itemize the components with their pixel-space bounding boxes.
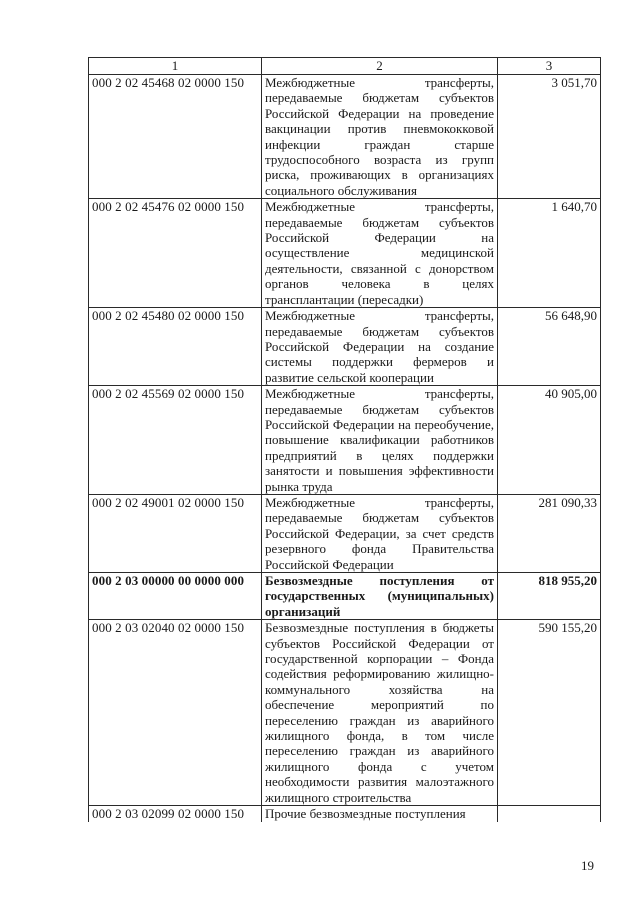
- table-row: [89, 308, 601, 386]
- budget-table: [88, 57, 601, 822]
- budget-description: Межбюджетные трансферты, передаваемые бюджетам субъектов Российской Федерации на осуществление медицинской деятельности, связанной с донорством органов человека в целях трансплантации (пересадки): [262, 199, 498, 308]
- table-row: [89, 199, 601, 308]
- budget-description: Прочие безвозмездные поступления: [262, 806, 498, 822]
- budget-amount: 590 155,20: [498, 620, 601, 806]
- budget-amount: 3 051,70: [498, 75, 601, 199]
- budget-code: 000 2 03 02099 02 0000 150: [89, 806, 262, 822]
- budget-amount: 818 955,20: [498, 573, 601, 620]
- budget-code: 000 2 02 49001 02 0000 150: [89, 494, 262, 572]
- budget-amount: 40 905,00: [498, 386, 601, 495]
- budget-amount: 1 640,70: [498, 199, 601, 308]
- page-number: 19: [581, 858, 594, 873]
- budget-description: Межбюджетные трансферты, передаваемые бюджетам субъектов Российской Федерации, за счет средств резервного фонда Правительства Российской Федерации: [262, 494, 498, 572]
- column-header: 1: [89, 58, 262, 75]
- budget-description: Межбюджетные трансферты, передаваемые бюджетам субъектов Российской Федерации на переобучение, повышение квалификации работников предприятий в целях поддержки занятости и повышения эффективности рынка труда: [262, 386, 498, 495]
- budget-amount: [498, 806, 601, 822]
- budget-description: Межбюджетные трансферты, передаваемые бюджетам субъектов Российской Федерации на создание системы поддержки фермеров и развитие сельской кооперации: [262, 308, 498, 386]
- budget-description: Безвозмездные поступления в бюджеты субъектов Российской Федерации от государственной корпорации – Фонда содействия реформированию жилищно-коммунального хозяйства на обеспечение мероприятий по переселению граждан из аварийного жилищного фонда, в том числе переселению граждан из аварийного жилищного фонда с учетом необходимости развития малоэтажного жилищного строительства: [262, 620, 498, 806]
- column-header: 3: [498, 58, 601, 75]
- budget-amount: 56 648,90: [498, 308, 601, 386]
- table-row: [89, 386, 601, 495]
- budget-description: Безвозмездные поступления от государственных (муниципальных) организаций: [262, 573, 498, 620]
- table-row: [89, 620, 601, 806]
- budget-description: Межбюджетные трансферты, передаваемые бюджетам субъектов Российской Федерации на проведение вакцинации против пневмококковой инфекции граждан старше трудоспособного возраста из групп риска, проживающих в организациях социального обслуживания: [262, 75, 498, 199]
- table-header-row: [89, 58, 601, 75]
- budget-code: 000 2 02 45468 02 0000 150: [89, 75, 262, 199]
- budget-code: 000 2 02 45480 02 0000 150: [89, 308, 262, 386]
- budget-code: 000 2 03 00000 00 0000 000: [89, 573, 262, 620]
- budget-code: 000 2 02 45569 02 0000 150: [89, 386, 262, 495]
- table-row: [89, 806, 601, 822]
- table-row-section-total: [89, 573, 601, 620]
- table-row: [89, 75, 601, 199]
- budget-code: 000 2 03 02040 02 0000 150: [89, 620, 262, 806]
- column-header: 2: [262, 58, 498, 75]
- budget-amount: 281 090,33: [498, 494, 601, 572]
- budget-code: 000 2 02 45476 02 0000 150: [89, 199, 262, 308]
- table-row: [89, 494, 601, 572]
